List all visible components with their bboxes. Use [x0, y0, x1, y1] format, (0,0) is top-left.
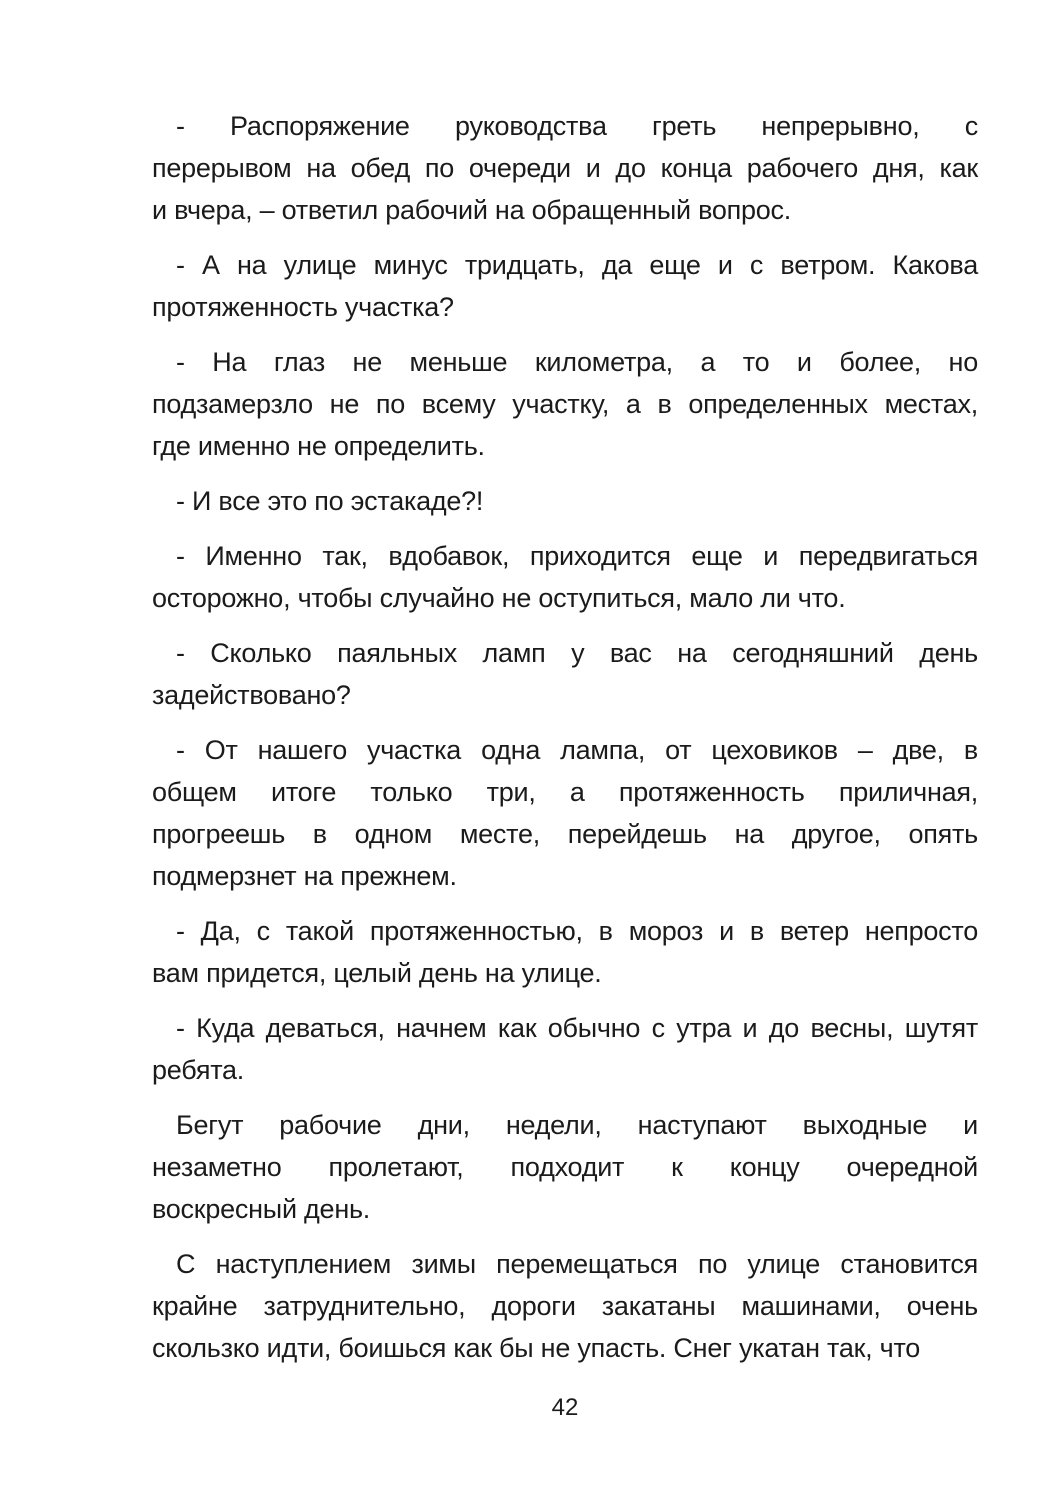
- text-line: воскресный день.: [152, 1194, 371, 1224]
- text-line: вам придется, целый день на улице.: [152, 958, 602, 988]
- text-line: протяженность участка?: [152, 292, 454, 322]
- paragraph: [152, 729, 978, 897]
- text-line: крайне затруднительно, дороги закатаны машинами, очень: [152, 1291, 978, 1321]
- text-line: - Да, с такой протяженностью, в мороз и в ветер непросто: [176, 916, 978, 946]
- text-line: общем итоге только три, а протяженность приличная,: [152, 777, 978, 807]
- text-line: - На глаз не меньше километра, а то и более, но: [176, 347, 978, 377]
- text-line: - Куда деваться, начнем как обычно с утра и до весны, шутят: [176, 1013, 978, 1043]
- text-line: - А на улице минус тридцать, да еще и с ветром. Какова: [176, 250, 978, 280]
- page-number: 42: [551, 1394, 579, 1421]
- paragraph: [152, 1243, 978, 1369]
- text-line: Бегут рабочие дни, недели, наступают выходные и: [176, 1110, 978, 1140]
- text-line: прогреешь в одном месте, перейдешь на другое, опять: [152, 819, 978, 849]
- text-line: и вчера, – ответил рабочий на обращенный вопрос.: [152, 195, 792, 225]
- paragraph: [152, 910, 978, 994]
- paragraph: [152, 1104, 978, 1230]
- paragraph: [152, 105, 978, 231]
- text-line: задействовано?: [152, 680, 351, 710]
- text-line: - И все это по эстакаде?!: [176, 486, 484, 516]
- text-line: - Сколько паяльных ламп у вас на сегодняшний день: [176, 638, 978, 668]
- text-line: - Именно так, вдобавок, приходится еще и передвигаться: [176, 541, 978, 571]
- text-line: С наступлением зимы перемещаться по улице становится: [176, 1249, 978, 1279]
- text-line: скользко идти, боишься как бы не упасть. Снег укатан так, что: [152, 1333, 921, 1363]
- text-line: перерывом на обед по очереди и до конца рабочего дня, как: [152, 153, 978, 183]
- paragraph: [152, 632, 978, 716]
- text-block: [152, 105, 978, 1369]
- paragraph: [152, 341, 978, 467]
- paragraph: [152, 1007, 978, 1091]
- text-line: где именно не определить.: [152, 431, 485, 461]
- paragraph: [152, 244, 978, 328]
- text-line: подзамерзло не по всему участку, а в определенных местах,: [152, 389, 978, 419]
- text-line: - Распоряжение руководства греть непрерывно, с: [176, 111, 978, 141]
- text-line: ребята.: [152, 1055, 245, 1085]
- text-line: незаметно пролетают, подходит к концу очередной: [152, 1152, 978, 1182]
- text-line: подмерзнет на прежнем.: [152, 861, 457, 891]
- text-line: осторожно, чтобы случайно не оступиться, мало ли что.: [152, 583, 846, 613]
- text-line: - От нашего участка одна лампа, от цеховиков – две, в: [176, 735, 978, 765]
- paragraph: [152, 535, 978, 619]
- paragraph: [152, 480, 978, 522]
